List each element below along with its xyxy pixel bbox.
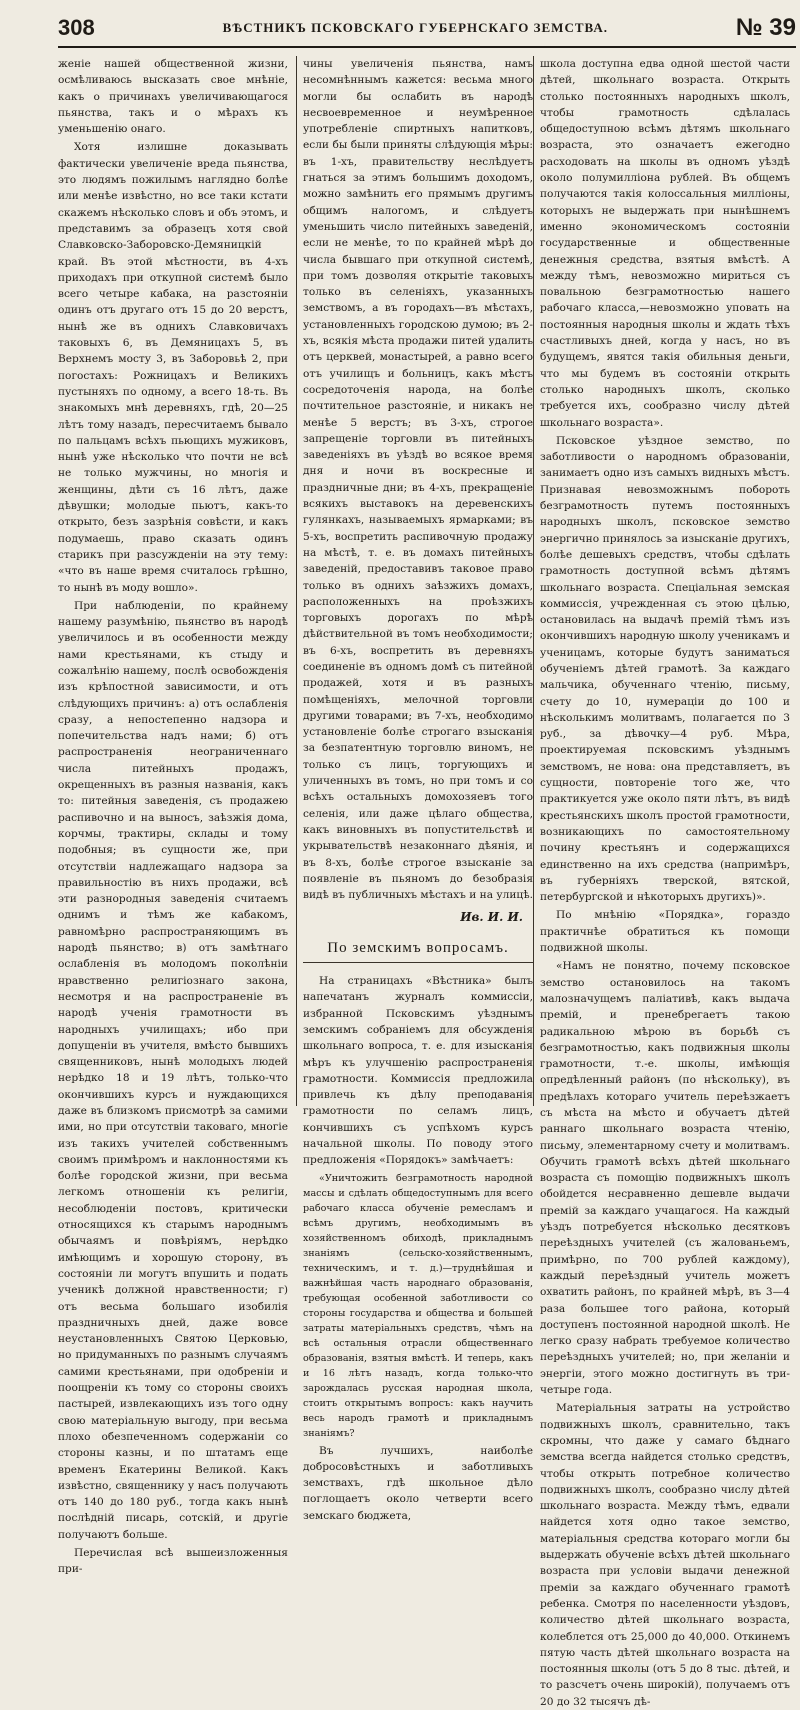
paragraph: Матеріальныя затраты на устройство подвижныхъ школъ, сравнительно, такъ скромны, что даже у самаго бѣднаго земства всегда найдется столько средствъ, чтобы открыть потребное количество подвижныхъ школъ, сообразно числу дѣтей школьнаго возраста. Между тѣмъ, едвали найдется хотя одно такое земство, матеріальныя средства котораго могли бы выдержать обученіе всѣхъ дѣтей школьнаго возраста при условіи выдачи денежной преміи за каждаго обученнаго грамотѣ ребенка. Смотря по населенности уѣздовъ, количество дѣтей школьнаго возраста, колеблется отъ 25,000 до 40,000. Откинемъ пятую часть дѣтей школьнаго возраста на постоянныя школы (отъ 5 до 8 тыс. дѣтей, и то разсчетъ очень широкій), получаемъ отъ 20 до 32 тысячъ дѣ- <box>540 1402 790 1708</box>
paragraph: На страницахъ «Вѣстника» былъ напечатанъ журналъ коммиссіи, избранной Псковскимъ уѣзднымъ земскимъ собраніемъ для обсужденія школьнаго вопроса, т. е. для изысканія мѣръ къ улучшенію распространенія грамотности. Коммиссія предложила привлечь къ дѣлу преподаванія грамотности по селамъ лицъ, кончившихъ съ успѣхомъ курсъ начальной школы. По поводу этого предложенія «Порядокъ» замѣчаетъ: <box>303 975 533 1167</box>
page-header <box>58 10 796 48</box>
paragraph: По мнѣнію «Порядка», гораздо практичнѣе обратиться къ помощи подвижной школы. <box>540 909 790 955</box>
section-heading: По земскимъ вопросамъ. <box>303 940 533 963</box>
paragraph: Перечислая всѣ вышеизложенныя при- <box>58 1547 288 1576</box>
paragraph: Хотя излишне доказывать фактически увеличеніе вреда пьянства, это людямъ пожилымъ наглядно болѣе или менѣе извѣстно, но все таки кстати скажемъ нѣсколько словъ и объ этомъ, и представимъ за образецъ хотя свой Славковско-Заборовско-Демяницкій край. Въ этой мѣстности, въ 4-хъ приходахъ при откупной системѣ было всего четыре кабака, на разстояніи одинъ отъ другаго отъ 15 до 20 верстъ, нынѣ же въ однихъ Славковичахъ таковыхъ 6, въ Демяницахъ 5, въ Верхнемъ мосту 3, въ Заборовьѣ 2, при погостахъ: Рожницахъ и Великихъ пустыняхъ по одному, а всего 18-ть. Въ знакомыхъ мнѣ деревняхъ, гдѣ, 20—25 лѣтъ тому назадъ, пересчитаемъ бывало по пальцамъ всѣхъ пьющихъ мужиковъ, нынѣ уже нѣсколько что почти не всѣ не только мужчины, но многія и женщины, дѣти съ 16 лѣтъ, даже дѣвушки; молодые пьютъ, какъ-то открыто, безъ зазрѣнія совѣсти, и какъ подумаешь, право сказать одинъ старикъ при разсужденіи на эту тему: «что въ наше время считалось грѣшно, то нынѣ въ моду вошло». <box>58 141 288 594</box>
journal-title: ВѢСТНИКЪ ПСКОВСКАГО ГУБЕРНСКАГО ЗЕМСТВА. <box>222 20 608 35</box>
column-divider <box>533 56 534 1106</box>
column-2 <box>303 56 534 1522</box>
paragraph: «Намъ не понятно, почему псковское земство остановилось на такомъ малозначущемъ паліативѣ, какъ выдача премій, и пренебрегаетъ такою радикальною мѣрою въ борьбѣ съ безграмотностью, какъ подвижныя школы грамотности, т.-е. школы, имѣющія опредѣленный районъ (по нѣскольку), въ предѣлахъ котораго учитель переѣзжаетъ съ мѣста на мѣсто и обучаетъ дѣтей раннаго школьнаго возраста чтенію, письму, элементарному счету и молитвамъ. Обучить грамотѣ всѣхъ дѣтей школьнаго возраста съ помощію подвижныхъ школъ обойдется несравненно дешевле выдачи премій за каждаго учащагося. На каждый уѣздъ потребуется нѣсколько десятковъ переѣздныхъ учителей (съ жалованьемъ, примѣрно, по 700 рублей каждому), каждый переѣздный учитель можетъ охватить районъ, по крайней мѣрѣ, въ 3—4 раза большее того района, который доступенъ постоянной народной школѣ. Не легко сразу набрать требуемое количество переѣздныхъ учителей; но, при желаніи и энергіи, этого можно достигнуть въ три-четыре года. <box>540 960 790 1397</box>
column-divider <box>296 56 297 1106</box>
column-3 <box>540 56 790 1708</box>
paragraph: женіе нашей общественной жизни, осмѣливаюсь высказать свое мнѣніе, какъ о причинахъ увеличивающагося пьянства, такъ и о мѣрахъ къ уменьшенію онаго. <box>58 58 288 136</box>
author-signature: Ив. И. И. <box>460 910 523 925</box>
issue-number: № 39 <box>735 14 796 41</box>
paragraph: Псковское уѣздное земство, по заботливости о народномъ образованіи, занимаетъ одно изъ самыхъ видныхъ мѣстъ. Признавая невозможнымъ побороть безграмотность путемъ постоянныхъ народныхъ школъ, псковское земство энергично принялось за изысканіе другихъ, болѣе дешевыхъ средствъ, чтобы сдѣлать грамотность доступной всѣмъ дѣтямъ школьнаго возраста. Спеціальная земская коммиссія, учрежденная съ этою цѣлью, остановилась на выдачѣ премій тѣмъ изъ окончившихъ народную школу ученикамъ и ученицамъ, которые будутъ заниматься обученіемъ дѣтей грамотѣ. За каждаго мальчика, обученнаго чтенію, письму, счету до 10, нумераціи до 100 и нѣсколькимъ молитвамъ, полагается по 3 руб., за дѣвочку—4 руб. Мѣра, проектируемая псковскимъ уѣзднымъ земствомъ, не нова: она представляетъ, въ сущности, повтореніе того же, что практикуется уже около пяти лѣтъ, въ видѣ крестьянскихъ школъ простой грамотности, возникающихъ по самостоятельному почину крестьянъ и содержащихся единственно на ихъ средства (напримѣръ, въ губерніяхъ тверской, вятской, петербургской и нѣкоторыхъ другихъ)». <box>540 434 790 904</box>
quoted-paragraph: «Уничтожить безграмотность народной массы и сдѣлать общедоступнымъ для всего рабочаго класса обученіе ремесламъ и всѣмъ другимъ, необходимымъ въ хозяйственномъ обиходѣ, прикладнымъ знаніямъ (сельско-хозяйственнымъ, техническимъ, и т. д.)—труднѣйшая и важнѣйшая часть народнаго образованія, требующая особенной заботливости со стороны государства и общества и большей затраты матеріальныхъ средствъ, чѣмъ на всѣ остальныя отрасли общественнаго образованія, взятыя вмѣстѣ. И теперь, какъ и 16 лѣтъ назадъ, когда только-что зарождалась русская народная школа, стоитъ открытымъ вопросъ: какъ научить весь народъ грамотѣ и прикладнымъ знаніямъ? <box>303 1172 533 1439</box>
paragraph: чины увеличенія пьянства, намъ несомнѣннымъ кажется: весьма много могли бы ослабить въ народѣ несвоевременное и неумѣренное употребленіе спиртныхъ напитковъ, если бы были приняты слѣдующія мѣры: въ 1-хъ, правительству неслѣдуетъ гнаться за этимъ большимъ доходомъ, можно замѣнить его прямымъ другимъ общимъ налогомъ, и слѣдуетъ уменьшить число питейныхъ заведеній, если не менѣе, то по крайней мѣрѣ до числа бывшаго при откупной системѣ, при томъ дозволяя открытіе таковыхъ только въ селеніяхъ, указанныхъ земствомъ, а въ городахъ—въ мѣстахъ, установленныхъ городскою думою; въ 2-хъ, всякія мѣста продажи питей удалить отъ церквей, монастырей, а равно всего отъ училищъ и больницъ, какъ мѣстъ сосредоточенія народа, на болѣе почтительное разстояніе, и никакъ не менѣе 5 верстъ; въ 3-хъ, строгое запрещеніе торговли въ питейныхъ заведеніяхъ въ уѣздѣ во всякое время дня и ночи въ воскресные и праздничные дни; въ 4-хъ, прекращеніе всякихъ выставокъ на деревенскихъ гулянкахъ, называемыхъ ярмарками; въ 5-хъ, воспретить распивочную продажу на мѣстѣ, т. е. въ домахъ питейныхъ заведеній, предоставивъ таковое право только въ однихъ заѣзжихъ домахъ, расположенныхъ на проѣзжихъ торговыхъ дорогахъ по мѣрѣ дѣйствительной въ томъ необходимости; въ 6-хъ, воспретить въ деревняхъ соединеніе въ одномъ домѣ съ питейной продажей, хотя и въ разныхъ помѣщеніяхъ, мелочной торговли другими товарами; въ 7-хъ, необходимо установленіе болѣе строгаго взысканія за безпатентную торговлю виномъ, не только съ лицъ, торгующихъ и уличенныхъ въ томъ, но при томъ и со всѣхъ остальныхъ домохозяевъ того селенія, или даже цѣлаго общества, какъ виновныхъ въ попустительствѣ и укрывательствѣ незаконнаго дѣянія, и въ 8-хъ, болѣе строгое взысканіе за появленіе въ пьяномъ до безобразія видѣ въ публичныхъ мѣстахъ и на улицѣ. <box>303 58 534 902</box>
paragraph: школа доступна едва одной шестой части дѣтей, школьнаго возраста. Открыть столько постоянныхъ народныхъ школъ, чтобы грамотность сдѣлалась общедоступною всѣмъ дѣтямъ школьнаго возраста, это означаетъ ежегодно расходовать на школы въ одномъ уѣздѣ около полумилліона рублей. Въ общемъ получаются такія колоссальныя милліоны, которыхъ не выдержать при нынѣшнемъ именно экономическомъ состояніи государственные и общественные денежныя средства, взятыя вмѣстѣ. А между тѣмъ, невозможно мириться съ повальною безграмотностью нашего рабочаго класса,—невозможно уповать на постоянныя народныя школы и ждать тѣхъ счастливыхъ дней, когда у насъ, но въ будущемъ, явятся такія обильныя деньги, что мы будемъ въ состояніи открыть столько народныхъ школъ, сколько требуется ихъ, сообразно числу дѣтей школьнаго возраста». <box>540 58 790 429</box>
page-number: 308 <box>58 15 95 40</box>
column-1 <box>58 56 288 1576</box>
paragraph: При наблюденіи, по крайнему нашему разумѣнію, пьянство въ народѣ увеличилось и въ особенности между нами крестьянами, къ стыду и сожалѣнію нашему, послѣ освобожденія изъ крѣпостной зависимости, и отъ слѣдующихъ причинъ: а) отъ ослабленія сразу, а непостепенно надзора и попечительства надъ нами; б) отъ распространенія неограниченнаго числа питейныхъ продажъ, окрещенныхъ въ разныя названія, какъ то: питейныя заведенія, съ продажею распивочно и на выносъ, заѣзжія дома, корчмы, трактиры, склады и тому подобныя; въ сущности же, при отсутствіи надлежащаго надзора за правильностію въ нихъ продажи, всѣ эти разнородныя заведенія считаемъ однимъ и тѣмъ же кабакомъ, равномѣрно распространяющимъ въ народѣ пьянство; в) отъ замѣтнаго ослабленія въ молодомъ поколѣніи нравственно религіознаго закона, несмотря и на распространеніе въ народѣ ученія грамотности въ народныхъ училищахъ; ибо при допущеніи въ учителя, вмѣсто бывшихъ священниковъ, нынѣ молодыхъ людей нерѣдко 18 и 19 лѣтъ, только-что окончившихъ курсъ и нуждающихся даже въ близкомъ присмотрѣ за самими ими, но при отсутствіи таковаго, многіе изъ такихъ учителей собственнымъ своимъ примѣромъ и наклонностями къ болѣе городской жизни, при весьма легкомъ отношеніи къ религіи, несоблюденіи постовъ, критически относящихся къ старымъ народнымъ обычаямъ и повѣріямъ, нерѣдко имѣющимъ и хорошую сторону, въ состояніи ли могутъ впушить и подать ученикѣ должной нравственности; г) отъ весьма большаго изобилія праздничныхъ дней, даже вовсе неустановленныхъ Святою Церковью, но придуманныхъ по разнымъ случаямъ самими крестьянами, при одобреніи и поощреніи къ тому со стороны своихъ пастырей, извлекающихъ изъ того одну свою матеріальную выгоду, при весьма плохо обезпеченномъ содержаніи со стороны казны, и по штатамъ еще временъ Екатерины Великой. Какъ извѣстно, священнику у насъ получають отъ 140 до 180 руб., тогда какъ нынѣ послѣдній писарь, сотскій, и другіе получаютъ больше. <box>58 599 288 1541</box>
paragraph: Въ лучшихъ, наиболѣе добросовѣстныхъ и заботливыхъ земствахъ, гдѣ школьное дѣло поглощаетъ около четверти всего земскаго бюджета, <box>303 1444 533 1522</box>
